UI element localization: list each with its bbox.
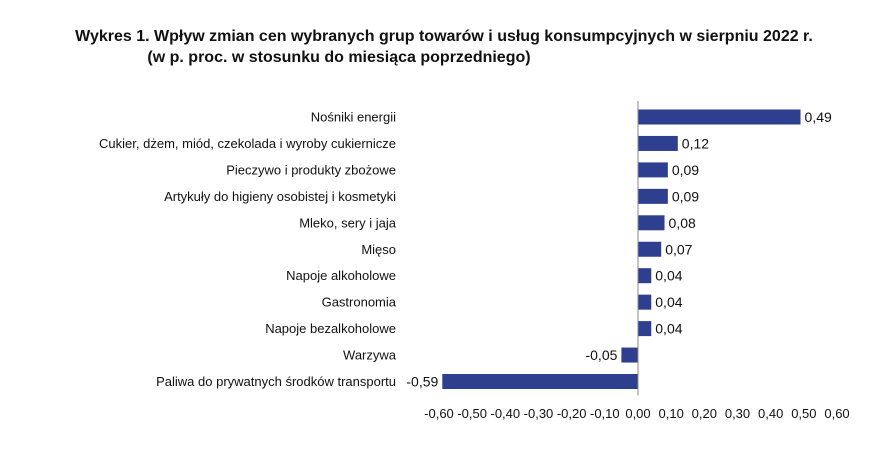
x-tick-label: -0,60 — [424, 406, 454, 421]
chart-subtitle: (w p. proc. w stosunku do miesiąca poprzedniego) — [147, 49, 531, 66]
bar — [638, 136, 678, 151]
x-tick-label: 0,40 — [758, 406, 784, 421]
bar — [638, 189, 668, 204]
x-tick-label: 0,60 — [824, 406, 850, 421]
category-label: Artykuły do higieny osobistej i kosmetyki — [164, 188, 396, 204]
bar — [638, 110, 801, 125]
bar — [621, 348, 638, 363]
x-tick-label: -0,20 — [556, 406, 587, 421]
category-label: Mleko, sery i jaja — [299, 215, 396, 231]
data-label: -0,59 — [406, 373, 439, 390]
x-tick-label: -0,50 — [457, 406, 487, 421]
bar — [638, 268, 651, 283]
data-label: -0,05 — [585, 347, 618, 364]
x-tick-label: -0,30 — [523, 406, 554, 421]
data-label: 0,07 — [665, 241, 693, 258]
x-tick-label: 0,20 — [691, 406, 717, 421]
category-label: Napoje alkoholowe — [286, 268, 396, 284]
data-label: 0,09 — [671, 188, 700, 205]
category-label: Pieczywo i produkty zbożowe — [226, 162, 396, 178]
data-label: 0,49 — [804, 109, 832, 125]
x-tick-label: 0,50 — [791, 406, 817, 421]
x-tick-label: -0,10 — [590, 406, 620, 421]
data-label: 0,09 — [671, 161, 700, 178]
bar — [638, 162, 668, 177]
x-tick-label: 0,30 — [724, 406, 751, 421]
bar — [638, 215, 665, 230]
x-tick-label: 0,10 — [658, 406, 684, 421]
category-label: Napoje bezalkoholowe — [265, 321, 396, 337]
x-tick-label: -0,40 — [490, 406, 521, 421]
category-label: Gastronomia — [321, 294, 396, 310]
data-label: 0,12 — [681, 135, 710, 152]
category-label: Nośniki energii — [310, 109, 396, 125]
data-label: 0,04 — [655, 294, 683, 311]
category-label: Mięso — [361, 241, 396, 257]
x-tick-label: 0,00 — [625, 406, 651, 421]
bar — [638, 295, 651, 310]
category-label: Warzywa — [343, 347, 396, 363]
category-label: Paliwa do prywatnych środków transportu — [156, 374, 396, 389]
data-label: 0,04 — [655, 320, 683, 337]
bar — [638, 242, 661, 257]
chart-title-line: Wykres 1. Wpływ zmian cen wybranych grup towarów i usług konsumpcyjnych w sierpniu 2022 r. — [75, 28, 813, 45]
data-label: 0,04 — [655, 267, 683, 284]
data-label: 0,08 — [668, 214, 696, 231]
category-label: Cukier, dżem, miód, czekolada i wyroby cukiernicze — [99, 135, 396, 151]
bar — [442, 374, 638, 389]
bar — [638, 321, 651, 336]
